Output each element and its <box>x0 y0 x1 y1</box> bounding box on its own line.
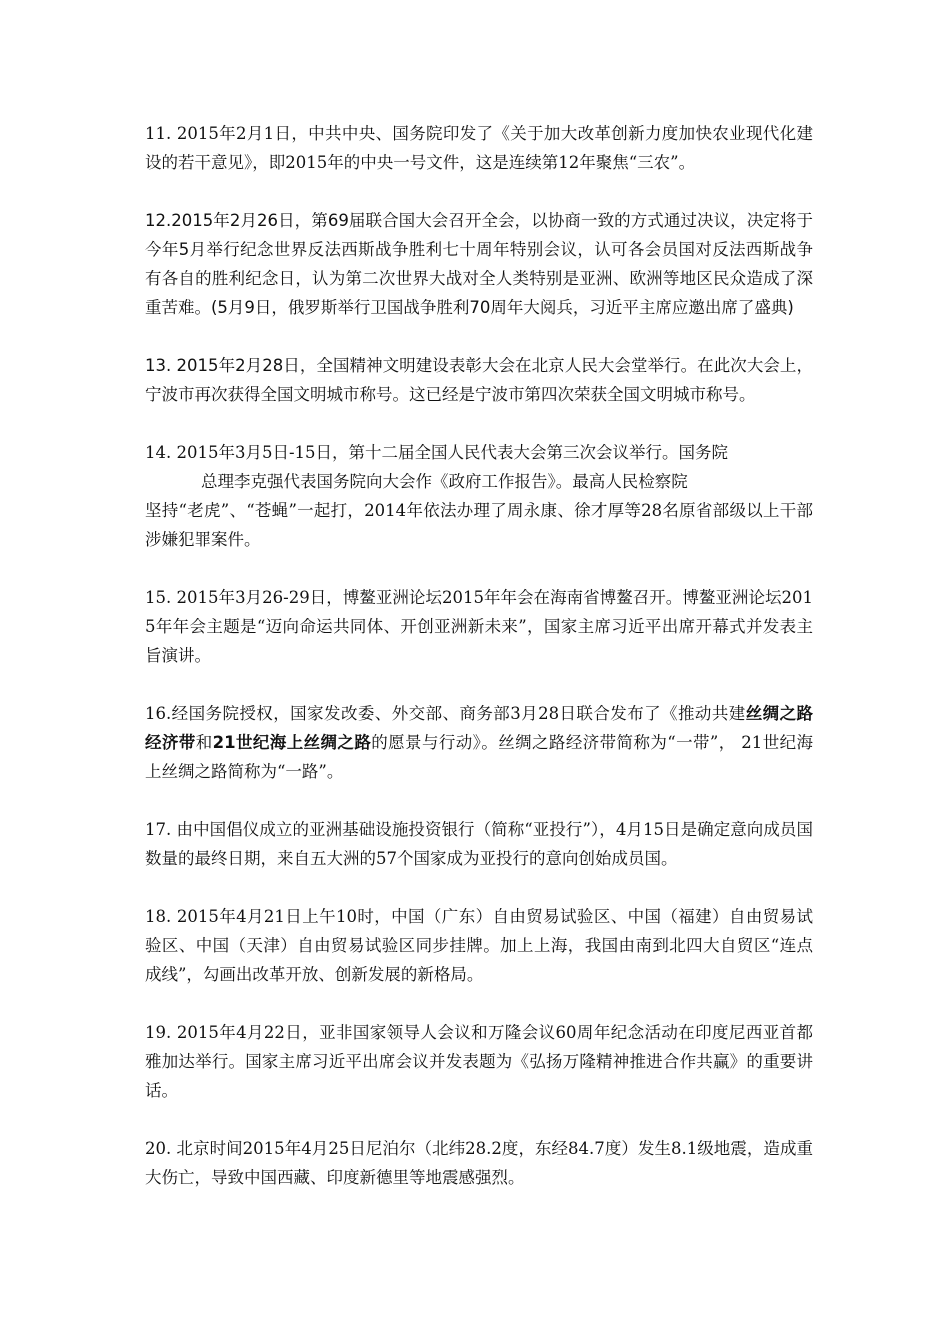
item-14-line2: 总理李克强代表国务院向大会作《政府工作报告》。最高人民检察院 <box>201 472 688 491</box>
item-18-text: 18. 2015年4月21日上午10时，中国（广东）自由贸易试验区、中国（福建）自由贸易试验区、中国（天津）自由贸易试验区同步挂牌。加上上海，我国由南到北四大自贸区“连点成线”，勾画出改革开放、创新发展的新格局。 <box>145 907 813 984</box>
item-17 <box>145 815 813 873</box>
item-20 <box>145 1134 813 1192</box>
item-16-part3: 的愿景与行动》。丝绸之路经济带简称为“一带”， 21世纪海上丝绸之路简称为“一路”。 <box>145 733 814 781</box>
item-19-text: 19. 2015年4月22日，亚非国家领导人会议和万隆会议60周年纪念活动在印度尼西亚首都雅加达举行。国家主席习近平出席会议并发表题为《弘扬万隆精神推进合作共赢》的重要讲话。 <box>145 1023 813 1100</box>
item-19 <box>145 1018 813 1105</box>
item-15-text: 15. 2015年3月26-29日，博鳌亚洲论坛2015年年会在海南省博鳌召开。博鳌亚洲论坛2015年年会主题是“迈向命运共同体、开创亚洲新未来”，国家主席习近平出席开幕式并发表主旨演讲。 <box>145 588 813 665</box>
item-17-text: 17. 由中国倡仪成立的亚洲基础设施投资银行（简称“亚投行”），4月15日是确定意向成员国数量的最终日期，来自五大洲的57个国家成为亚投行的意向创始成员国。 <box>145 820 813 868</box>
item-13-text: 13. 2015年2月28日，全国精神文明建设表彰大会在北京人民大会堂举行。在此次大会上，宁波市再次获得全国文明城市称号。这已经是宁波市第四次荣获全国文明城市称号。 <box>145 356 813 404</box>
item-16-part1: 16.经国务院授权，国家发改委、外交部、商务部3月28日联合发布了《推动共建 <box>145 704 746 723</box>
item-20-text: 20. 北京时间2015年4月25日尼泊尔（北纬28.2度，东经84.7度）发生8.1级地震，造成重大伤亡，导致中国西藏、印度新德里等地震感强烈。 <box>145 1139 813 1187</box>
item-11-text: 11. 2015年2月1日，中共中央、国务院印发了《关于加大改革创新力度加快农业现代化建设的若干意见》，即2015年的中央一号文件，这是连续第12年聚焦“三农”。 <box>145 124 813 172</box>
item-14-line1: 14. 2015年3月5日-15日，第十二届全国人民代表大会第三次会议举行。国务院 <box>145 443 729 462</box>
item-18 <box>145 902 813 989</box>
item-15 <box>145 583 813 670</box>
item-11 <box>145 119 813 177</box>
item-16 <box>145 699 813 786</box>
item-14 <box>145 438 813 554</box>
item-16-bold-silk-road-belt: 丝绸之路经济带 <box>145 704 814 752</box>
item-13 <box>145 351 813 409</box>
item-12 <box>145 206 813 322</box>
item-16-bold-maritime-silk-road: 21世纪海上丝绸之路 <box>212 733 372 752</box>
document-body <box>145 119 813 1221</box>
item-12-text: 12.2015年2月26日，第69届联合国大会召开全会，以协商一致的方式通过决议，决定将于今年5月举行纪念世界反法西斯战争胜利七十周年特别会议，认可各会员国对反法西斯战争有各自的胜利纪念日，认为第二次世界大战对全人类特别是亚洲、欧洲等地区民众造成了深重苦难。(5月9日，俄罗斯举行卫国战争胜利70周年大阅兵，习近平主席应邀出席了盛典) <box>145 211 813 317</box>
item-14-line3: 坚持“老虎”、“苍蝇”一起打，2014年依法办理了周永康、徐才厚等28名原省部级以上干部涉嫌犯罪案件。 <box>145 501 813 549</box>
item-16-part2: 和 <box>195 733 213 752</box>
